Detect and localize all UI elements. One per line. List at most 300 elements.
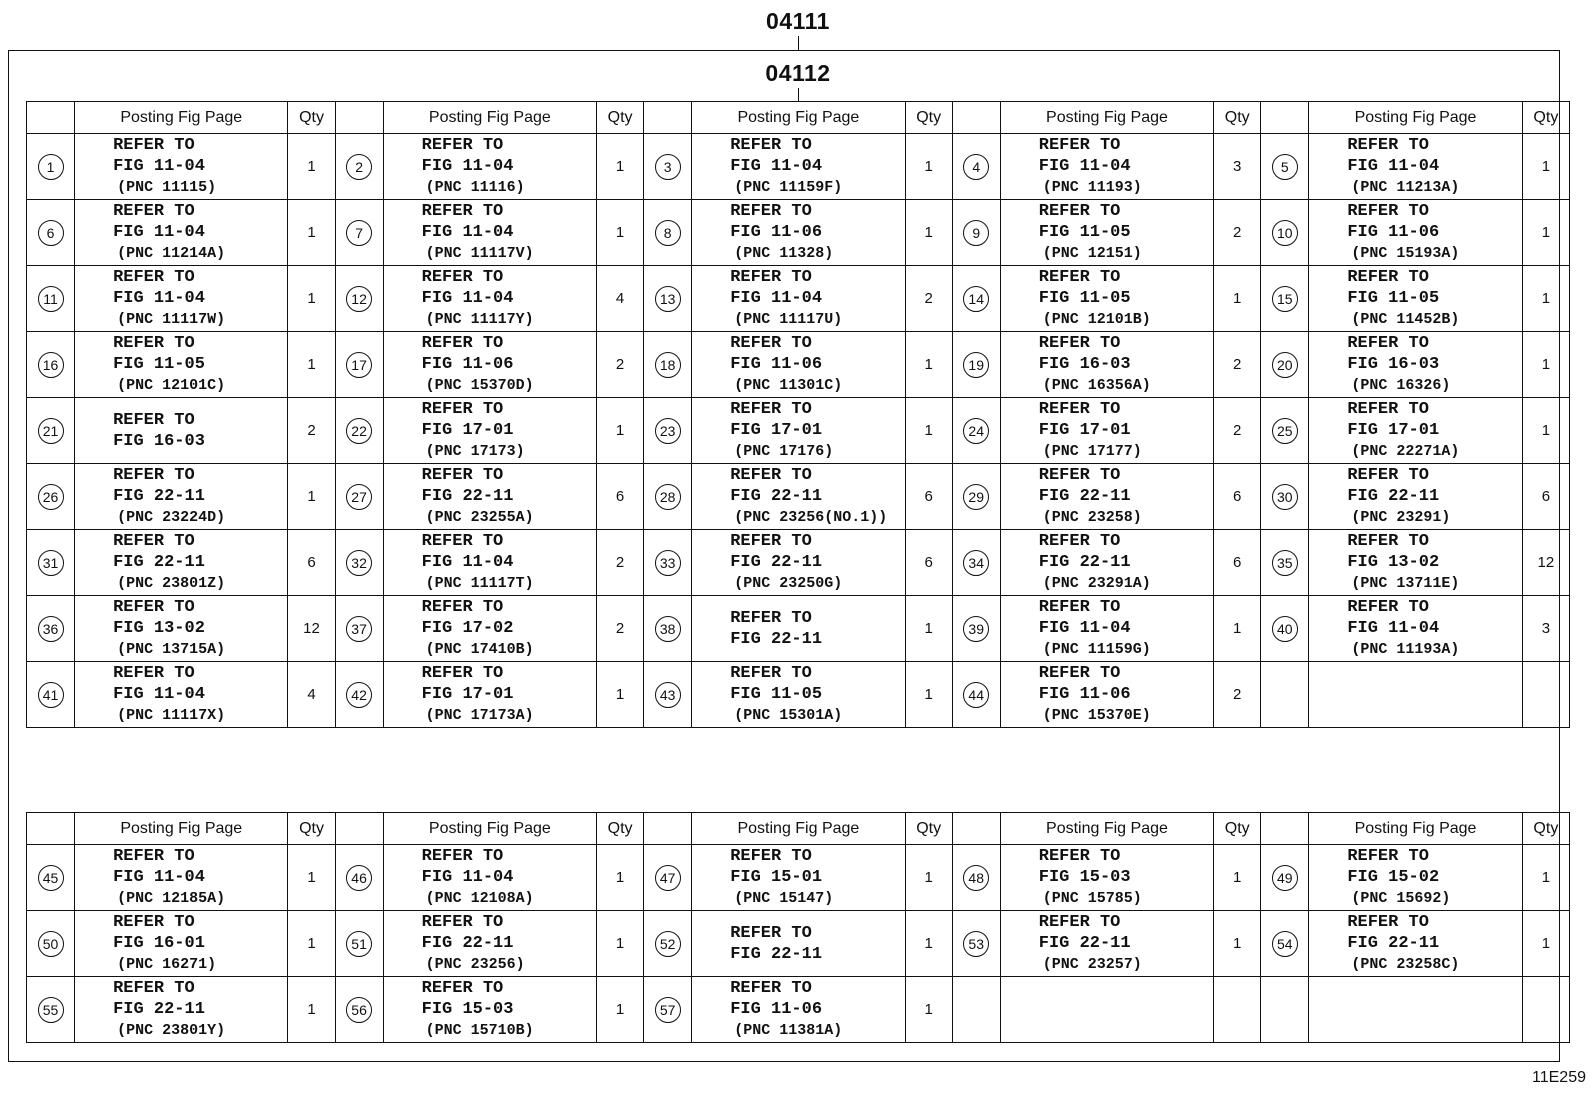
pnc-text: (PNC 11116) <box>425 179 525 196</box>
item-number-circle: 10 <box>1272 220 1298 246</box>
fig-page-text: FIG 22-11 <box>113 1000 205 1019</box>
qty-cell: 6 <box>905 530 952 596</box>
pnc-text: (PNC 11117X) <box>117 707 226 724</box>
header-blank-cell <box>27 813 75 845</box>
fig-page-text: FIG 17-01 <box>1347 421 1440 440</box>
item-number-circle: 11 <box>38 286 64 312</box>
qty-cell: 1 <box>288 266 335 332</box>
item-number-cell <box>952 134 1000 200</box>
pnc-text: (PNC 23255A) <box>425 509 534 526</box>
qty-cell <box>1522 977 1569 1043</box>
item-number-cell <box>1261 398 1309 464</box>
table-row <box>27 596 1570 662</box>
fig-page-text: FIG 11-04 <box>421 868 514 887</box>
qty-cell: 1 <box>905 845 952 911</box>
posting-fig-page-cell <box>383 845 596 911</box>
header-qty: Qty <box>597 102 644 134</box>
item-number-cell <box>952 398 1000 464</box>
item-number-cell <box>644 398 692 464</box>
item-number-cell <box>335 530 383 596</box>
item-number-circle: 53 <box>963 931 989 957</box>
qty-cell: 1 <box>1522 266 1569 332</box>
item-number-cell <box>952 266 1000 332</box>
refer-to-text: REFER TO <box>730 664 812 683</box>
qty-cell: 2 <box>1214 398 1261 464</box>
item-number-cell <box>27 200 75 266</box>
item-number-circle: 51 <box>346 931 372 957</box>
posting-fig-page-cell <box>1000 200 1213 266</box>
posting-fig-page-cell <box>75 530 288 596</box>
pnc-text: (PNC 15193A) <box>1351 245 1460 262</box>
pnc-text: (PNC 11214A) <box>117 245 226 262</box>
refer-to-text: REFER TO <box>421 598 504 617</box>
fig-page-text: FIG 11-04 <box>421 553 514 572</box>
posting-fig-page-cell <box>1000 662 1213 728</box>
item-number-cell <box>1261 200 1309 266</box>
pnc-text: (PNC 23291A) <box>1042 575 1151 592</box>
posting-fig-page-cell <box>1309 134 1522 200</box>
item-number-cell <box>952 845 1000 911</box>
item-number-circle: 46 <box>346 865 372 891</box>
item-number-circle: 48 <box>963 865 989 891</box>
pnc-text: (PNC 16326) <box>1351 377 1451 394</box>
item-number-circle: 14 <box>963 286 989 312</box>
posting-fig-page-cell <box>75 977 288 1043</box>
fig-page-text: FIG 15-01 <box>730 868 823 887</box>
item-number-cell <box>335 200 383 266</box>
item-number-circle: 8 <box>655 220 681 246</box>
fig-page-text: FIG 22-11 <box>421 934 514 953</box>
item-number-circle: 49 <box>1272 865 1298 891</box>
pnc-text: (PNC 11159G) <box>1042 641 1151 658</box>
posting-fig-page-cell <box>1000 464 1213 530</box>
item-number-cell <box>952 977 1000 1043</box>
refer-to-text: REFER TO <box>113 136 195 155</box>
refer-to-text: REFER TO <box>1038 466 1121 485</box>
item-number-circle: 1 <box>38 154 64 180</box>
posting-fig-page-cell <box>692 530 905 596</box>
table-row <box>27 464 1570 530</box>
header-blank-cell <box>335 813 383 845</box>
fig-page-text: FIG 11-04 <box>730 157 823 176</box>
fig-page-text: FIG 11-04 <box>1347 619 1440 638</box>
posting-fig-page-cell <box>1309 464 1522 530</box>
posting-fig-page-cell <box>383 530 596 596</box>
item-number-circle: 16 <box>38 352 64 378</box>
item-number-circle: 17 <box>346 352 372 378</box>
header-qty: Qty <box>1214 813 1261 845</box>
item-number-cell <box>335 596 383 662</box>
pnc-text: (PNC 16271) <box>117 956 217 973</box>
qty-cell: 12 <box>288 596 335 662</box>
qty-cell: 1 <box>597 134 644 200</box>
refer-to-text: REFER TO <box>730 847 812 866</box>
refer-to-text: REFER TO <box>113 202 195 221</box>
item-number-circle: 38 <box>655 616 681 642</box>
fig-page-text: FIG 11-04 <box>113 289 205 308</box>
item-number-circle: 2 <box>346 154 372 180</box>
header-posting-fig-page: Posting Fig Page <box>692 102 905 134</box>
item-number-cell <box>1261 530 1309 596</box>
refer-to-text: REFER TO <box>1347 334 1429 353</box>
qty-cell: 1 <box>597 662 644 728</box>
item-number-cell <box>27 134 75 200</box>
posting-fig-page-cell <box>1000 134 1213 200</box>
header-blank-cell <box>1261 813 1309 845</box>
refer-to-text: REFER TO <box>730 334 812 353</box>
pnc-text: (PNC 11117T) <box>425 575 534 592</box>
qty-cell: 1 <box>1522 332 1569 398</box>
qty-cell: 2 <box>905 266 952 332</box>
refer-to-text: REFER TO <box>421 664 504 683</box>
table-row <box>27 977 1570 1043</box>
item-number-cell <box>644 134 692 200</box>
posting-fig-page-cell <box>692 134 905 200</box>
pnc-text: (PNC 16356A) <box>1042 377 1151 394</box>
fig-page-text: FIG 11-06 <box>730 355 823 374</box>
item-number-circle: 5 <box>1272 154 1298 180</box>
header-posting-fig-page: Posting Fig Page <box>383 102 596 134</box>
fig-page-text: FIG 22-11 <box>1038 487 1131 506</box>
item-number-circle: 55 <box>38 997 64 1023</box>
item-number-cell <box>952 464 1000 530</box>
fig-page-text: FIG 17-01 <box>421 685 514 704</box>
fig-page-text: FIG 17-01 <box>421 421 514 440</box>
item-number-cell <box>335 266 383 332</box>
refer-to-text: REFER TO <box>113 466 195 485</box>
refer-to-text: REFER TO <box>421 334 504 353</box>
refer-to-text: REFER TO <box>113 847 195 866</box>
item-number-cell <box>335 464 383 530</box>
pnc-text: (PNC 15147) <box>734 890 834 907</box>
item-number-cell <box>27 977 75 1043</box>
table-row <box>27 662 1570 728</box>
qty-cell: 4 <box>288 662 335 728</box>
qty-cell: 1 <box>1214 845 1261 911</box>
fig-page-text: FIG 15-03 <box>1038 868 1131 887</box>
posting-fig-page-cell <box>692 977 905 1043</box>
item-number-circle: 19 <box>963 352 989 378</box>
fig-page-text: FIG 22-11 <box>1347 487 1440 506</box>
posting-fig-page-cell <box>1309 332 1522 398</box>
pnc-text: (PNC 11381A) <box>734 1022 843 1039</box>
posting-fig-page-cell <box>692 266 905 332</box>
qty-cell: 2 <box>597 530 644 596</box>
refer-to-text: REFER TO <box>421 466 504 485</box>
posting-fig-page-cell <box>383 911 596 977</box>
qty-cell: 1 <box>288 200 335 266</box>
refer-to-text: REFER TO <box>1347 202 1429 221</box>
posting-fig-page-cell <box>1309 530 1522 596</box>
posting-fig-page-cell <box>692 332 905 398</box>
posting-fig-page-cell <box>692 398 905 464</box>
figure-id: 11E259 <box>1532 1069 1586 1086</box>
qty-cell: 1 <box>288 911 335 977</box>
table-row <box>27 266 1570 332</box>
posting-fig-page-cell <box>383 464 596 530</box>
qty-cell: 1 <box>905 134 952 200</box>
refer-to-text: REFER TO <box>1347 913 1429 932</box>
qty-cell: 1 <box>597 398 644 464</box>
fig-page-text: FIG 15-02 <box>1347 868 1440 887</box>
posting-fig-page-cell <box>1000 977 1213 1043</box>
fig-page-text: FIG 11-04 <box>113 868 205 887</box>
item-number-circle: 4 <box>963 154 989 180</box>
item-number-cell <box>335 845 383 911</box>
pnc-text: (PNC 17173A) <box>425 707 534 724</box>
item-number-cell <box>27 596 75 662</box>
fig-page-text: FIG 22-11 <box>113 487 205 506</box>
header-qty: Qty <box>905 813 952 845</box>
posting-fig-page-cell <box>383 596 596 662</box>
header-qty: Qty <box>1522 102 1569 134</box>
pnc-text: (PNC 11452B) <box>1351 311 1460 328</box>
item-number-cell <box>1261 266 1309 332</box>
pnc-text: (PNC 11117U) <box>734 311 843 328</box>
item-number-cell <box>335 662 383 728</box>
item-number-circle: 44 <box>963 682 989 708</box>
item-number-circle: 40 <box>1272 616 1298 642</box>
fig-page-text: FIG 11-04 <box>421 157 514 176</box>
fig-page-text: FIG 22-11 <box>1038 934 1131 953</box>
posting-fig-page-cell <box>1000 332 1213 398</box>
fig-page-text: FIG 22-11 <box>730 487 823 506</box>
posting-fig-page-cell <box>75 464 288 530</box>
header-blank-cell <box>952 813 1000 845</box>
qty-cell: 1 <box>288 134 335 200</box>
item-number-circle: 13 <box>655 286 681 312</box>
item-number-circle: 15 <box>1272 286 1298 312</box>
item-number-circle: 9 <box>963 220 989 246</box>
item-number-cell <box>1261 977 1309 1043</box>
refer-to-text: REFER TO <box>1038 913 1121 932</box>
qty-cell: 1 <box>905 662 952 728</box>
fig-page-text: FIG 11-06 <box>421 355 514 374</box>
item-number-cell <box>27 530 75 596</box>
refer-to-text: REFER TO <box>730 979 812 998</box>
item-number-cell <box>27 464 75 530</box>
refer-to-text: REFER TO <box>421 847 504 866</box>
refer-to-text: REFER TO <box>113 664 195 683</box>
pnc-text: (PNC 12101B) <box>1042 311 1151 328</box>
posting-fig-page-cell <box>692 200 905 266</box>
qty-cell: 2 <box>1214 332 1261 398</box>
posting-fig-page-cell <box>383 266 596 332</box>
item-number-cell <box>952 662 1000 728</box>
header-posting-fig-page: Posting Fig Page <box>75 813 288 845</box>
refer-to-text: REFER TO <box>113 598 195 617</box>
item-number-circle: 57 <box>655 997 681 1023</box>
refer-to-text: REFER TO <box>421 202 504 221</box>
pnc-text: (PNC 15370E) <box>1042 707 1151 724</box>
posting-fig-page-cell <box>75 596 288 662</box>
fig-page-text: FIG 16-01 <box>113 934 205 953</box>
header-blank-cell <box>952 102 1000 134</box>
posting-fig-page-cell <box>692 911 905 977</box>
fig-page-text: FIG 22-11 <box>113 553 205 572</box>
header-qty: Qty <box>597 813 644 845</box>
qty-cell: 2 <box>1214 662 1261 728</box>
posting-fig-page-cell <box>692 662 905 728</box>
posting-fig-page-cell <box>1309 845 1522 911</box>
item-number-circle: 29 <box>963 484 989 510</box>
refer-to-text: REFER TO <box>1347 400 1429 419</box>
pnc-text: (PNC 11193A) <box>1351 641 1460 658</box>
refer-to-text: REFER TO <box>421 913 504 932</box>
qty-cell: 6 <box>1214 464 1261 530</box>
qty-cell: 6 <box>288 530 335 596</box>
fig-page-text: FIG 11-05 <box>730 685 823 704</box>
posting-fig-page-cell <box>75 200 288 266</box>
posting-fig-page-cell <box>692 845 905 911</box>
qty-cell: 1 <box>1522 398 1569 464</box>
posting-fig-page-cell <box>1309 662 1522 728</box>
posting-fig-page-cell <box>1309 596 1522 662</box>
item-number-cell <box>1261 134 1309 200</box>
fig-page-text: FIG 11-05 <box>113 355 205 374</box>
item-number-circle: 27 <box>346 484 372 510</box>
posting-fig-page-cell <box>1000 845 1213 911</box>
refer-to-text: REFER TO <box>730 268 812 287</box>
item-number-circle: 18 <box>655 352 681 378</box>
item-number-circle: 39 <box>963 616 989 642</box>
pnc-text: (PNC 11117Y) <box>425 311 534 328</box>
posting-fig-page-cell <box>383 200 596 266</box>
header-qty: Qty <box>288 102 335 134</box>
table-header-row <box>27 813 1570 845</box>
item-number-circle: 23 <box>655 418 681 444</box>
qty-cell: 2 <box>288 398 335 464</box>
pnc-text: (PNC 23256) <box>425 956 525 973</box>
fig-page-text: FIG 11-04 <box>113 223 205 242</box>
qty-cell: 6 <box>1522 464 1569 530</box>
pnc-text: (PNC 11193) <box>1042 179 1142 196</box>
pnc-text: (PNC 12185A) <box>117 890 226 907</box>
refer-to-text: REFER TO <box>1038 268 1121 287</box>
qty-cell: 6 <box>597 464 644 530</box>
pnc-text: (PNC 22271A) <box>1351 443 1460 460</box>
refer-to-text: REFER TO <box>113 410 195 430</box>
fig-page-text: FIG 16-03 <box>1347 355 1440 374</box>
fig-page-text: FIG 16-03 <box>1038 355 1131 374</box>
refer-to-text: REFER TO <box>421 400 504 419</box>
pnc-text: (PNC 17177) <box>1042 443 1142 460</box>
posting-fig-page-cell <box>1000 530 1213 596</box>
fig-page-text: FIG 22-11 <box>1347 934 1440 953</box>
header-blank-cell <box>335 102 383 134</box>
posting-fig-page-cell <box>1309 977 1522 1043</box>
header-qty: Qty <box>288 813 335 845</box>
table-row <box>27 530 1570 596</box>
posting-fig-page-cell <box>383 332 596 398</box>
fig-page-text: FIG 11-04 <box>113 157 205 176</box>
pnc-text: (PNC 23224D) <box>117 509 226 526</box>
pnc-text: (PNC 17173) <box>425 443 525 460</box>
pnc-text: (PNC 23801Z) <box>117 575 226 592</box>
fig-page-text: FIG 11-04 <box>730 289 823 308</box>
posting-fig-page-cell <box>1309 266 1522 332</box>
table-row <box>27 911 1570 977</box>
table-row <box>27 398 1570 464</box>
item-number-circle: 36 <box>38 616 64 642</box>
item-number-circle: 30 <box>1272 484 1298 510</box>
pnc-text: (PNC 15785) <box>1042 890 1142 907</box>
pnc-text: (PNC 11117V) <box>425 245 534 262</box>
refer-to-text: REFER TO <box>730 400 812 419</box>
refer-to-text: REFER TO <box>421 532 504 551</box>
fig-page-text: FIG 13-02 <box>113 619 205 638</box>
item-number-circle: 50 <box>38 931 64 957</box>
item-number-circle: 54 <box>1272 931 1298 957</box>
posting-fig-page-cell <box>692 464 905 530</box>
refer-to-text: REFER TO <box>1038 847 1121 866</box>
refer-to-text: REFER TO <box>421 136 504 155</box>
header-blank-cell <box>1261 102 1309 134</box>
refer-to-text: REFER TO <box>1038 202 1121 221</box>
pnc-text: (PNC 11213A) <box>1351 179 1460 196</box>
item-number-cell <box>644 911 692 977</box>
leader-line-inner <box>798 88 799 102</box>
qty-cell: 1 <box>1214 596 1261 662</box>
qty-cell: 1 <box>905 200 952 266</box>
table-header-row <box>27 102 1570 134</box>
item-number-circle: 6 <box>38 220 64 246</box>
qty-cell: 1 <box>597 200 644 266</box>
item-number-circle: 35 <box>1272 550 1298 576</box>
pnc-text: (PNC 17410B) <box>425 641 534 658</box>
pnc-text: (PNC 15710B) <box>425 1022 534 1039</box>
qty-cell: 1 <box>1522 911 1569 977</box>
qty-cell: 1 <box>1214 266 1261 332</box>
posting-fig-page-cell <box>75 911 288 977</box>
item-number-circle: 32 <box>346 550 372 576</box>
qty-cell: 1 <box>288 845 335 911</box>
pnc-text: (PNC 12101C) <box>117 377 226 394</box>
header-posting-fig-page: Posting Fig Page <box>1000 102 1213 134</box>
header-posting-fig-page: Posting Fig Page <box>75 102 288 134</box>
refer-to-text: REFER TO <box>1347 847 1429 866</box>
refer-to-text: REFER TO <box>113 334 195 353</box>
pnc-text: (PNC 11117W) <box>117 311 226 328</box>
item-number-cell <box>335 911 383 977</box>
item-number-circle: 34 <box>963 550 989 576</box>
item-number-circle: 56 <box>346 997 372 1023</box>
posting-fig-page-cell <box>1309 200 1522 266</box>
fig-page-text: FIG 11-04 <box>1038 619 1131 638</box>
item-number-cell <box>952 911 1000 977</box>
item-number-circle: 12 <box>346 286 372 312</box>
pnc-text: (PNC 11301C) <box>734 377 843 394</box>
item-number-circle: 37 <box>346 616 372 642</box>
qty-cell <box>1214 977 1261 1043</box>
item-number-cell <box>1261 596 1309 662</box>
item-number-circle: 31 <box>38 550 64 576</box>
fig-page-text: FIG 11-04 <box>421 223 514 242</box>
item-number-cell <box>1261 332 1309 398</box>
posting-fig-page-cell <box>75 134 288 200</box>
item-number-cell <box>644 845 692 911</box>
refer-to-text: REFER TO <box>113 913 195 932</box>
item-number-circle: 52 <box>655 931 681 957</box>
item-number-cell <box>27 845 75 911</box>
parts-table-2 <box>26 812 1570 1043</box>
item-number-cell <box>27 911 75 977</box>
pnc-text: (PNC 13711E) <box>1351 575 1460 592</box>
item-number-circle: 3 <box>655 154 681 180</box>
refer-to-text: REFER TO <box>113 268 195 287</box>
fig-page-text: FIG 11-05 <box>1038 223 1131 242</box>
pnc-text: (PNC 15692) <box>1351 890 1451 907</box>
